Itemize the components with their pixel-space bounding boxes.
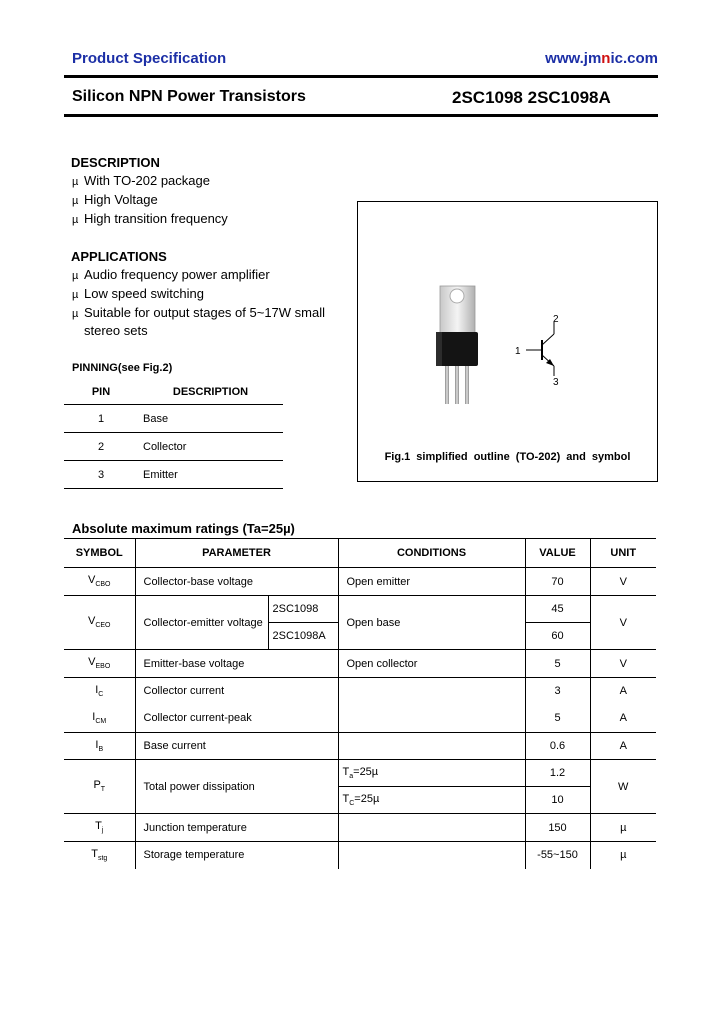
symbol: V	[87, 615, 96, 628]
symbol: T	[91, 848, 98, 861]
cond-symbol: T	[342, 792, 350, 805]
conditions-cell: Open emitter	[338, 568, 525, 596]
ratings-table	[64, 538, 656, 869]
symbol-cell	[64, 842, 135, 869]
value-cell: 70	[525, 568, 590, 596]
value-cell: 5	[525, 705, 590, 733]
pin-description: Base	[138, 405, 283, 433]
title-rule	[64, 114, 658, 117]
description-item	[72, 211, 228, 226]
value-cell: 60	[525, 623, 590, 650]
pin-description: Collector	[138, 433, 283, 461]
header-rule	[64, 75, 658, 78]
parameter-cell: Collector-emitter voltage	[135, 596, 268, 650]
value-cell: 3	[525, 678, 590, 705]
unit-cell: V	[590, 596, 656, 650]
conditions-cell	[338, 814, 525, 842]
parameter-cell: Emitter-base voltage	[135, 650, 338, 678]
application-continuation: stereo sets	[84, 323, 148, 338]
application-item	[72, 305, 325, 320]
conditions-cell	[338, 678, 525, 705]
bullet-icon: µ	[72, 176, 79, 188]
value-cell: 1.2	[525, 760, 590, 787]
pin-description-header: DESCRIPTION	[138, 380, 283, 405]
conditions-header: CONDITIONS	[338, 539, 525, 568]
symbol: P	[93, 779, 101, 792]
pin-header: PIN	[64, 380, 138, 405]
pin-number: 2	[64, 433, 138, 461]
unit-cell: A	[590, 678, 656, 705]
unit-cell: A	[590, 733, 656, 760]
parameter-cell: Junction temperature	[135, 814, 338, 842]
description-heading: DESCRIPTION	[71, 155, 160, 170]
url-part: ic.com	[610, 50, 658, 67]
cond-rest: =25µ	[354, 792, 380, 805]
parameter-cell: Base current	[135, 733, 338, 760]
table-row	[64, 760, 656, 787]
value-cell: 5	[525, 650, 590, 678]
conditions-cell: Open collector	[338, 650, 525, 678]
application-item	[72, 267, 270, 282]
ratings-header-row	[64, 539, 656, 568]
table-row	[64, 433, 283, 461]
part-cell: 2SC1098A	[268, 623, 338, 650]
parameter-cell: Total power dissipation	[135, 760, 338, 814]
conditions-cell	[338, 787, 525, 814]
value-header: VALUE	[525, 539, 590, 568]
table-row	[64, 705, 656, 733]
description-item	[72, 173, 210, 188]
pin-number: 3	[64, 461, 138, 489]
description-item	[72, 192, 158, 207]
unit-cell: µ	[590, 814, 656, 842]
symbol: I	[92, 711, 96, 724]
parameter-cell: Collector current-peak	[135, 705, 338, 733]
symbol: T	[95, 820, 102, 833]
table-row	[64, 596, 656, 623]
table-row	[64, 405, 283, 433]
url-part: www.jm	[545, 50, 602, 67]
symbol: I	[95, 684, 99, 697]
table-row	[64, 461, 283, 489]
conditions-cell	[338, 733, 525, 760]
table-row	[64, 568, 656, 596]
unit-cell: A	[590, 705, 656, 733]
table-row	[64, 814, 656, 842]
symbol: V	[87, 574, 96, 587]
symbol-sub: CEO	[95, 622, 111, 630]
description-text: With TO-202 package	[84, 173, 210, 188]
application-text: Low speed switching	[84, 286, 204, 301]
symbol-cell	[64, 650, 135, 678]
cond-sub: C	[349, 800, 355, 808]
to202-package-drawing	[418, 272, 508, 412]
table-row	[64, 650, 656, 678]
symbol-sub: CM	[95, 718, 107, 726]
bullet-icon: µ	[72, 289, 79, 301]
symbol-cell	[64, 814, 135, 842]
symbol-header: SYMBOL	[64, 539, 135, 568]
symbol-sub: stg	[97, 855, 108, 863]
symbol-cell	[64, 705, 135, 733]
parameter-cell: Storage temperature	[135, 842, 338, 869]
application-text: Audio frequency power amplifier	[84, 267, 270, 282]
pin-description: Emitter	[138, 461, 283, 489]
conditions-cell: Open base	[338, 596, 525, 650]
symbol-cell	[64, 678, 135, 705]
page-title: Silicon NPN Power Transistors	[72, 88, 306, 105]
pin-number: 1	[64, 405, 138, 433]
symbol-sub: CBO	[95, 581, 111, 589]
cond-symbol: T	[342, 765, 350, 778]
pinning-table	[64, 380, 283, 489]
parameter-cell: Collector-base voltage	[135, 568, 338, 596]
applications-heading: APPLICATIONS	[71, 249, 167, 264]
pin-label-3: 3	[553, 377, 559, 388]
symbol-sub: EBO	[95, 663, 111, 671]
cond-rest: =25µ	[353, 765, 379, 778]
symbol-cell	[64, 596, 135, 650]
cond-sub: a	[349, 773, 354, 781]
table-row	[64, 733, 656, 760]
unit-cell: V	[590, 650, 656, 678]
parameter-cell: Collector current	[135, 678, 338, 705]
pin-label-1: 1	[515, 346, 521, 357]
value-cell: 10	[525, 787, 590, 814]
bullet-icon: µ	[72, 214, 79, 226]
pinning-heading: PINNING(see Fig.2)	[72, 362, 173, 374]
symbol-sub: T	[100, 786, 106, 794]
header-product-spec: Product Specification	[72, 50, 227, 67]
conditions-cell	[338, 760, 525, 787]
pinning-header-row	[64, 380, 283, 405]
parameter-header: PARAMETER	[135, 539, 338, 568]
value-cell: -55~150	[525, 842, 590, 869]
symbol-sub: j	[101, 827, 104, 835]
symbol-sub: B	[98, 746, 104, 754]
application-text: Suitable for output stages of 5~17W small	[84, 305, 325, 320]
header-url[interactable]	[545, 50, 658, 67]
table-row	[64, 678, 656, 705]
symbol-cell	[64, 568, 135, 596]
conditions-cell	[338, 842, 525, 869]
value-cell: 0.6	[525, 733, 590, 760]
value-cell: 150	[525, 814, 590, 842]
description-text: High transition frequency	[84, 211, 228, 226]
figure-caption: Fig.1 simplified outline (TO-202) and symbol	[384, 451, 631, 463]
symbol: V	[88, 656, 96, 669]
conditions-cell	[338, 705, 525, 733]
value-cell: 45	[525, 596, 590, 623]
symbol-cell	[64, 733, 135, 760]
description-text: High Voltage	[84, 192, 158, 207]
symbol: I	[95, 738, 99, 751]
bullet-icon: µ	[72, 270, 79, 282]
bullet-icon: µ	[72, 195, 79, 207]
table-row	[64, 842, 656, 869]
symbol-cell	[64, 760, 135, 814]
application-item	[72, 286, 204, 301]
part-cell: 2SC1098	[268, 596, 338, 623]
unit-cell: V	[590, 568, 656, 596]
unit-cell: W	[590, 760, 656, 814]
pin-label-2: 2	[553, 314, 559, 325]
part-numbers: 2SC1098 2SC1098A	[452, 88, 611, 107]
bullet-icon: µ	[72, 308, 79, 320]
url-part-n: n	[601, 50, 611, 67]
unit-cell: µ	[590, 842, 656, 869]
figure-box	[357, 201, 658, 482]
unit-header: UNIT	[590, 539, 656, 568]
symbol-sub: C	[98, 691, 104, 699]
ratings-heading: Absolute maximum ratings (Ta=25µ)	[72, 521, 295, 536]
